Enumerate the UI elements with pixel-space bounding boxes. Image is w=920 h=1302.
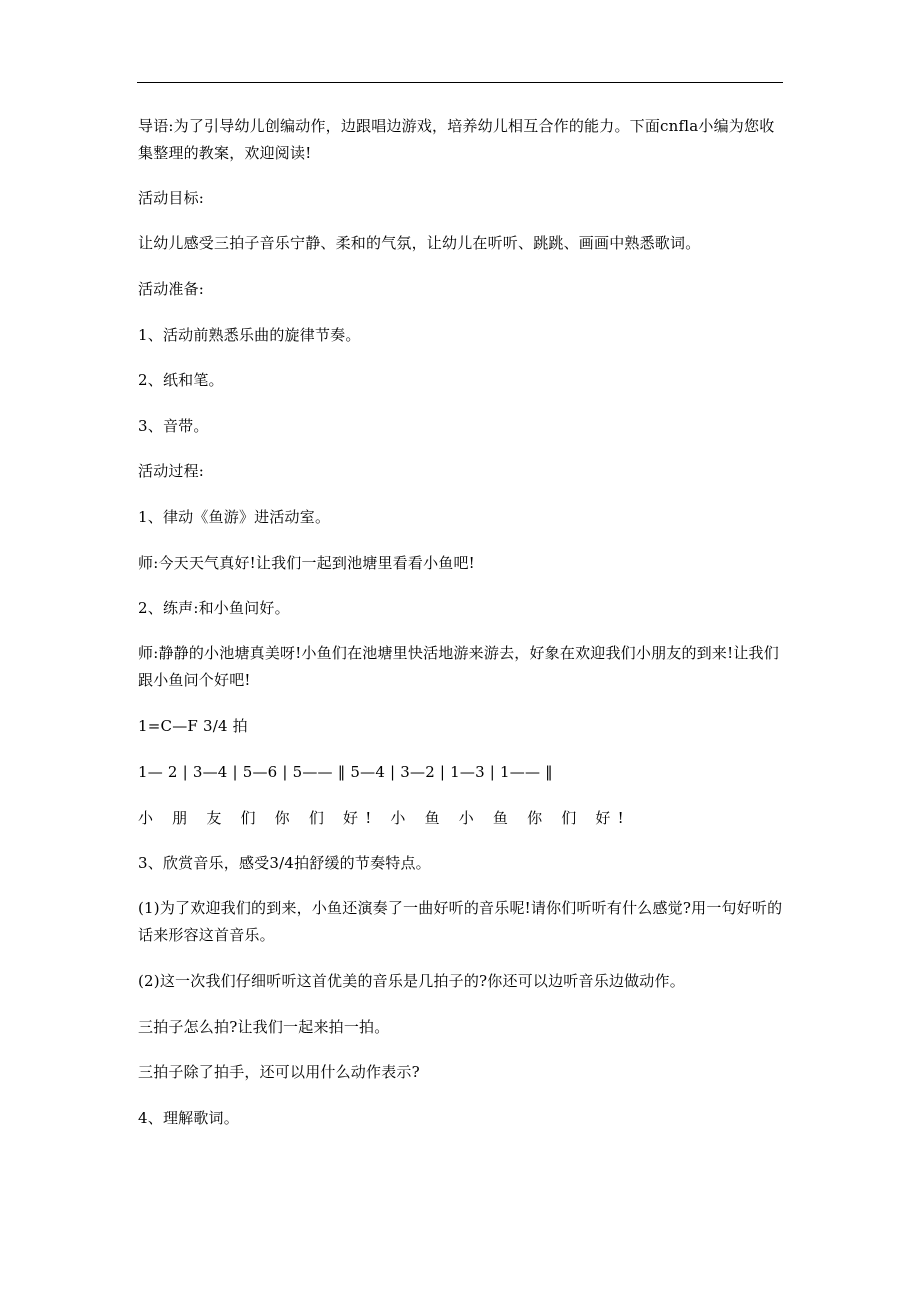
heading-activity-preparation: 活动准备: xyxy=(138,280,205,298)
heading-activity-process: 活动过程: xyxy=(138,462,205,480)
prep-item-2: 2、纸和笔。 xyxy=(138,371,224,389)
process-step-1: 1、律动《鱼游》进活动室。 xyxy=(138,508,331,526)
heading-activity-goals: 活动目标: xyxy=(138,189,205,207)
intro-paragraph: 导语:为了引导幼儿创编动作，边跟唱边游戏，培养幼儿相互合作的能力。下面cnfla小编为您收集整理的教案，欢迎阅读! xyxy=(138,117,775,162)
notation-line: 1— 2 | 3—4 | 5—6 | 5—— ‖ 5—4 | 3—2 | 1—3 | 1—— ‖ xyxy=(138,763,553,781)
teacher-line-2: 师:静静的小池塘真美呀!小鱼们在池塘里快活地游来游去，好象在欢迎我们小朋友的到来!让我们跟小鱼问个好吧! xyxy=(138,644,779,689)
process-step-4: 4、理解歌词。 xyxy=(138,1109,239,1127)
process-step-2: 2、练声:和小鱼问好。 xyxy=(138,599,290,617)
prep-item-3: 3、音带。 xyxy=(138,417,209,435)
clap-question: 三拍子怎么拍?让我们一起来拍一拍。 xyxy=(138,1018,390,1036)
teacher-line-1: 师:今天天气真好!让我们一起到池塘里看看小鱼吧! xyxy=(138,554,475,572)
lyrics-line: 小 朋 友 们 你 们 好! 小 鱼 小 鱼 你 们 好! xyxy=(138,809,631,827)
process-step-3: 3、欣赏音乐，感受3/4拍舒缓的节奏特点。 xyxy=(138,854,431,872)
prep-item-1: 1、活动前熟悉乐曲的旋律节奏。 xyxy=(138,326,361,344)
header-rule xyxy=(137,82,783,83)
listening-question-1: (1)为了欢迎我们的到来，小鱼还演奏了一曲好听的音乐呢!请你们听听有什么感觉?用一句好听的话来形容这首音乐。 xyxy=(138,899,783,944)
movement-question: 三拍子除了拍手，还可以用什么动作表示? xyxy=(138,1063,420,1081)
listening-question-2: (2)这一次我们仔细听听这首优美的音乐是几拍子的?你还可以边听音乐边做动作。 xyxy=(138,972,685,990)
goal-paragraph: 让幼儿感受三拍子音乐宁静、柔和的气氛，让幼儿在听听、跳跳、画画中熟悉歌词。 xyxy=(138,234,701,252)
key-signature: 1=C—F 3/4 拍 xyxy=(138,717,248,735)
